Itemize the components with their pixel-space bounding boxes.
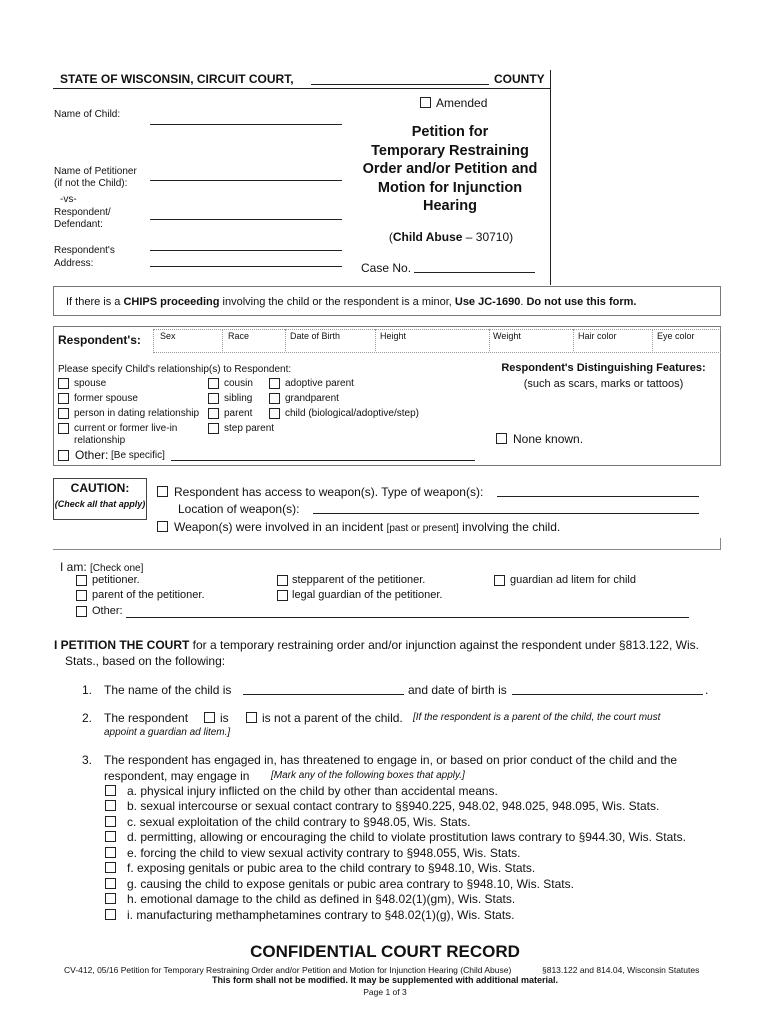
rel-livein: current or former live-in bbox=[74, 423, 178, 434]
item2-number: 2. bbox=[82, 711, 93, 725]
item1-child-name-label: The name of the child is bbox=[104, 683, 232, 697]
rel-grandparent-checkbox[interactable] bbox=[269, 393, 280, 404]
i-am-hint: [Check one] bbox=[90, 563, 144, 574]
i-am bbox=[60, 560, 143, 574]
chips-t4: Use JC-1690 bbox=[454, 296, 521, 308]
item3-text: The respondent has engaged in, has threatened to engage in, or based on prior conduct of the child and the bbox=[104, 753, 678, 767]
subitem-c-checkbox[interactable] bbox=[105, 816, 116, 827]
col-dob[interactable]: Date of Birth bbox=[290, 331, 341, 341]
chips-t5: . bbox=[520, 296, 527, 308]
iam-parent: parent of the petitioner. bbox=[92, 589, 205, 601]
rel-spouse: spouse bbox=[74, 378, 107, 389]
chips-t3: involving the child or the respondent is a minor, bbox=[219, 296, 455, 308]
petition-lead bbox=[54, 638, 699, 652]
none-known-checkbox[interactable] bbox=[496, 433, 507, 444]
court-heading: STATE OF WISCONSIN, CIRCUIT COURT, bbox=[60, 72, 294, 86]
subitem-i-checkbox[interactable] bbox=[105, 909, 116, 920]
caution-subtitle: (Check all that apply) bbox=[54, 499, 146, 509]
rel-parent-checkbox[interactable] bbox=[208, 408, 219, 419]
county-label: COUNTY bbox=[494, 72, 545, 86]
i-am-label: I am: bbox=[60, 560, 87, 574]
features-subtitle: (such as scars, marks or tattoos) bbox=[523, 378, 684, 390]
item1-dob-label: and date of birth is bbox=[408, 683, 507, 697]
item2-note: [If the respondent is a parent of the child, the court must bbox=[413, 712, 661, 723]
header-rule bbox=[53, 88, 550, 89]
rel-grandparent: grandparent bbox=[285, 393, 339, 404]
rel-dating: person in dating relationship bbox=[74, 408, 200, 419]
iam-legal-guardian-checkbox[interactable] bbox=[277, 590, 288, 601]
item1-child-name-line[interactable] bbox=[243, 694, 404, 695]
petitioner-sublabel: (if not the Child): bbox=[54, 178, 128, 189]
case-no-label: Case No. bbox=[361, 261, 412, 275]
iam-petitioner: petitioner. bbox=[92, 574, 140, 586]
iam-other-line[interactable] bbox=[126, 617, 689, 618]
case-type-bold: Child Abuse bbox=[392, 230, 463, 244]
chips-notice bbox=[66, 296, 636, 308]
subitem-f-checkbox[interactable] bbox=[105, 862, 116, 873]
subitem-d-checkbox[interactable] bbox=[105, 831, 116, 842]
rel-adoptive-parent-checkbox[interactable] bbox=[269, 378, 280, 389]
vs-label: -vs- bbox=[60, 194, 77, 205]
name-of-child-line[interactable] bbox=[150, 124, 342, 125]
subitem-f: f. exposing genitals or pubic area to the child contrary to §948.10, Wis. Stats. bbox=[127, 861, 536, 875]
petition-lead-rest: for a temporary restraining order and/or injunction against the respondent under §813.122, Wis. bbox=[189, 638, 699, 652]
chips-t2: CHIPS proceeding bbox=[123, 296, 220, 308]
rel-cousin: cousin bbox=[224, 378, 253, 389]
subitem-g-checkbox[interactable] bbox=[105, 878, 116, 889]
subitem-h-checkbox[interactable] bbox=[105, 893, 116, 904]
weapon-involved-1: Weapon(s) were involved in an incident bbox=[174, 520, 387, 534]
subitem-i: i. manufacturing methamphetamines contrary to §48.02(1)(g), Wis. Stats. bbox=[127, 908, 515, 922]
item1-dob-line[interactable] bbox=[512, 694, 703, 695]
county-line[interactable] bbox=[311, 84, 489, 85]
rel-cousin-checkbox[interactable] bbox=[208, 378, 219, 389]
petitioner-label: Name of Petitioner bbox=[54, 166, 137, 177]
iam-other: Other: bbox=[92, 605, 123, 617]
amended-checkbox[interactable] bbox=[420, 97, 431, 108]
title-line-3: Order and/or Petition and bbox=[362, 161, 538, 177]
rel-sibling: sibling bbox=[224, 393, 253, 404]
form-title bbox=[355, 123, 545, 216]
col-height[interactable]: Height bbox=[380, 331, 407, 341]
title-line-5: Hearing bbox=[423, 198, 477, 214]
case-no-line[interactable] bbox=[414, 272, 535, 273]
confidential-banner: CONFIDENTIAL COURT RECORD bbox=[250, 942, 520, 961]
item3-text-2: respondent, may engage in bbox=[104, 769, 250, 783]
rel-other-label: Other: bbox=[75, 448, 109, 462]
title-line-1: Petition for bbox=[411, 124, 489, 140]
caution-rule bbox=[53, 538, 721, 550]
amended-label: Amended bbox=[436, 96, 488, 110]
rel-child: child (biological/adoptive/step) bbox=[285, 408, 419, 419]
address-label: Address: bbox=[54, 258, 94, 269]
col-sep-4 bbox=[489, 329, 490, 351]
rel-livein-checkbox[interactable] bbox=[58, 423, 69, 434]
caution-title: CAUTION: bbox=[70, 481, 130, 495]
item2-is-not-checkbox[interactable] bbox=[246, 712, 257, 723]
weapon-access-checkbox[interactable] bbox=[157, 486, 168, 497]
address-line-2[interactable] bbox=[150, 266, 342, 267]
rel-sibling-checkbox[interactable] bbox=[208, 393, 219, 404]
col-eye[interactable]: Eye color bbox=[657, 331, 695, 341]
respondent-address-label: Respondent's bbox=[54, 245, 115, 256]
subitem-b-checkbox[interactable] bbox=[105, 800, 116, 811]
col-race[interactable]: Race bbox=[228, 331, 250, 341]
weapon-location-line[interactable] bbox=[313, 513, 699, 514]
petition-lead-bold: I PETITION THE COURT bbox=[54, 638, 190, 652]
subitem-b: b. sexual intercourse or sexual contact contrary to §§940.225, 948.02, 948.025, 948.095, Wis. Stats. bbox=[127, 799, 660, 813]
item3-number: 3. bbox=[82, 753, 93, 767]
item1-end: . bbox=[705, 683, 709, 697]
iam-guardian-litem-checkbox[interactable] bbox=[494, 575, 505, 586]
header-right-border bbox=[550, 70, 551, 285]
defendant-label: Defendant: bbox=[54, 219, 103, 230]
rel-other-checkbox[interactable] bbox=[58, 450, 69, 461]
weapon-involved-3: involving the child. bbox=[458, 520, 561, 534]
none-known-label: None known. bbox=[513, 432, 584, 446]
rel-dating-checkbox[interactable] bbox=[58, 408, 69, 419]
weapon-location-label: Location of weapon(s): bbox=[178, 502, 300, 516]
subitem-d: d. permitting, allowing or encouraging the child to violate prostitution laws contrary to §944.30, Wis. Stats. bbox=[127, 830, 686, 844]
rel-adoptive-parent: adoptive parent bbox=[285, 378, 354, 389]
rel-other-line[interactable] bbox=[171, 460, 475, 461]
form-id: CV-412, 05/16 Petition for Temporary Restraining Order and/or Petition and Motion for Injunction Hearing (Child Abuse) bbox=[64, 965, 512, 975]
weapon-involved bbox=[174, 520, 560, 534]
rel-other-hint: [Be specific] bbox=[111, 450, 165, 461]
subitem-a-checkbox[interactable] bbox=[105, 785, 116, 796]
col-sep-5 bbox=[573, 329, 574, 351]
rel-child-checkbox[interactable] bbox=[269, 408, 280, 419]
col-hair[interactable]: Hair color bbox=[578, 331, 617, 341]
respondents-label: Respondent's: bbox=[58, 333, 141, 347]
rel-livein-2: relationship bbox=[74, 435, 126, 446]
col-sep-2 bbox=[285, 329, 286, 351]
iam-petitioner-checkbox[interactable] bbox=[76, 575, 87, 586]
item2-label: The respondent bbox=[104, 711, 189, 725]
rel-former-spouse: former spouse bbox=[74, 393, 138, 404]
chips-t1: If there is a bbox=[66, 296, 124, 308]
item3-note: [Mark any of the following boxes that apply.] bbox=[271, 770, 465, 781]
case-type-open: ( bbox=[388, 230, 393, 244]
col-sep-0 bbox=[153, 329, 154, 351]
rel-step-parent: step parent bbox=[224, 423, 275, 434]
subitem-e: e. forcing the child to view sexual activity contrary to §948.055, Wis. Stats. bbox=[127, 846, 521, 860]
iam-guardian-litem: guardian ad litem for child bbox=[510, 574, 636, 586]
statutes: §813.122 and 814.04, Wisconsin Statutes bbox=[542, 965, 700, 975]
subitem-a: a. physical injury inflicted on the child by other than accidental means. bbox=[127, 784, 498, 798]
relationship-title: Please specify Child's relationship(s) to Respondent: bbox=[58, 364, 292, 375]
rel-parent: parent bbox=[224, 408, 253, 419]
page-number: Page 1 of 3 bbox=[363, 987, 407, 997]
title-line-2: Temporary Restraining bbox=[371, 142, 529, 159]
rel-former-spouse-checkbox[interactable] bbox=[58, 393, 69, 404]
features-title: Respondent's Distinguishing Features: bbox=[501, 362, 706, 374]
iam-parent-checkbox[interactable] bbox=[76, 590, 87, 601]
case-type bbox=[356, 230, 546, 244]
name-of-child-label: Name of Child: bbox=[54, 109, 121, 120]
item2-note-2: appoint a guardian ad litem.] bbox=[104, 727, 231, 738]
iam-stepparent-checkbox[interactable] bbox=[277, 575, 288, 586]
address-line-1[interactable] bbox=[150, 250, 342, 251]
iam-legal-guardian: legal guardian of the petitioner. bbox=[292, 589, 443, 601]
respondent-line[interactable] bbox=[150, 219, 342, 220]
case-type-code: – 30710) bbox=[462, 230, 514, 244]
col-sex[interactable]: Sex bbox=[160, 331, 176, 341]
chips-t6: Do not use this form. bbox=[526, 296, 637, 308]
rel-spouse-checkbox[interactable] bbox=[58, 378, 69, 389]
weapon-access-label: Respondent has access to weapon(s). Type of weapon(s): bbox=[174, 485, 484, 499]
respondent-label: Respondent/ bbox=[54, 207, 111, 218]
item2-is: is bbox=[220, 711, 229, 725]
iam-stepparent: stepparent of the petitioner. bbox=[292, 574, 426, 586]
col-weight[interactable]: Weight bbox=[493, 331, 521, 341]
rel-step-parent-checkbox[interactable] bbox=[208, 423, 219, 434]
subitem-c: c. sexual exploitation of the child contrary to §948.05, Wis. Stats. bbox=[127, 815, 471, 829]
item1-number: 1. bbox=[82, 683, 93, 697]
no-modify-notice: This form shall not be modified. It may be supplemented with additional material. bbox=[211, 975, 559, 985]
col-sep-3 bbox=[375, 329, 376, 351]
subitem-g: g. causing the child to expose genitals or pubic area contrary to §948.10, Wis. Stats. bbox=[127, 877, 574, 891]
weapon-involved-checkbox[interactable] bbox=[157, 521, 168, 532]
iam-other-checkbox[interactable] bbox=[76, 606, 87, 617]
subitem-e-checkbox[interactable] bbox=[105, 847, 116, 858]
subitem-h: h. emotional damage to the child as defined in §48.02(1)(gm), Wis. Stats. bbox=[127, 892, 516, 906]
item2-is-checkbox[interactable] bbox=[204, 712, 215, 723]
weapon-type-line[interactable] bbox=[497, 496, 699, 497]
petition-lead-2: Stats., based on the following: bbox=[65, 654, 226, 668]
weapon-involved-2: [past or present] bbox=[386, 523, 459, 534]
col-sep-6 bbox=[652, 329, 653, 351]
col-sep-1 bbox=[222, 329, 223, 351]
title-line-4: Motion for Injunction bbox=[377, 179, 523, 196]
item2-is-not: is not a parent of the child. bbox=[262, 711, 403, 725]
petitioner-line[interactable] bbox=[150, 180, 342, 181]
